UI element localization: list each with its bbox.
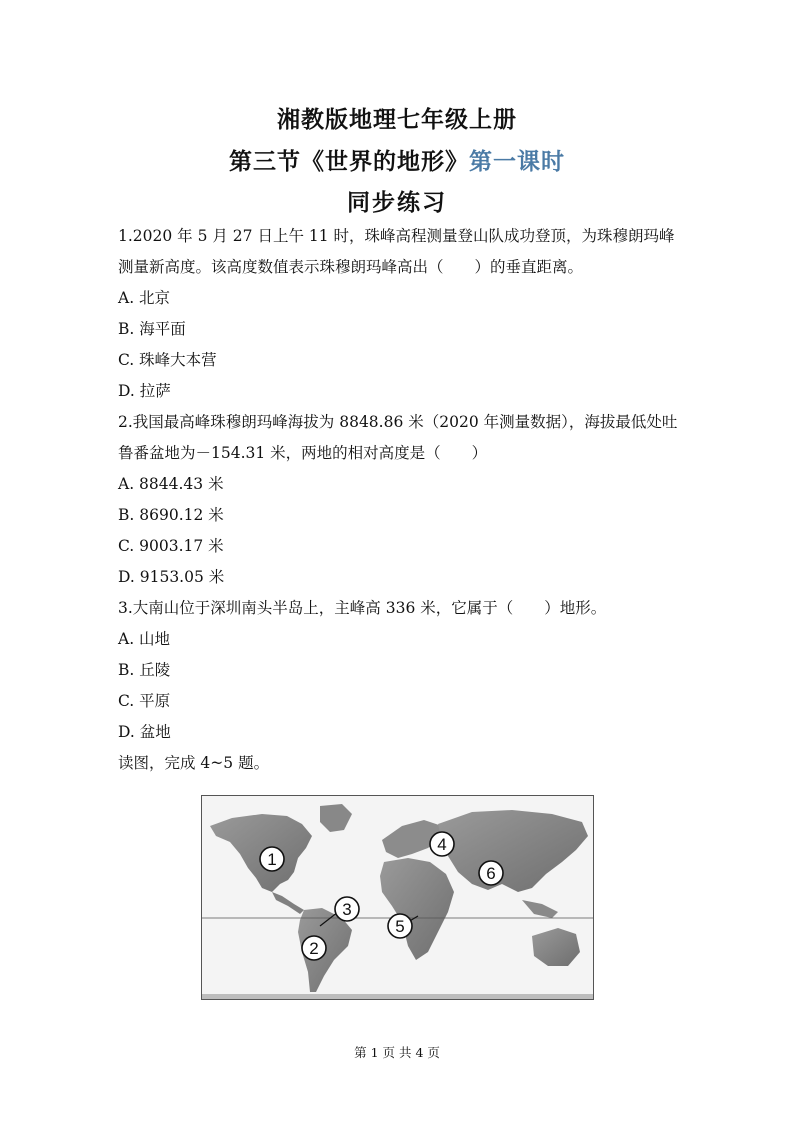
marker-3-label: 3	[342, 900, 352, 919]
question-2-line-2: 鲁番盆地为－154.31 米，两地的相对高度是（ ）	[118, 444, 488, 462]
question-3-option-b: B. 丘陵	[118, 661, 171, 679]
question-2-option-c: C. 9003.17 米	[118, 537, 224, 555]
question-1-option-c: C. 珠峰大本营	[118, 351, 217, 369]
marker-1-label: 1	[267, 850, 277, 869]
question-2	[118, 407, 688, 593]
marker-2	[302, 936, 326, 960]
question-2-option-b: B. 8690.12 米	[118, 506, 224, 524]
lesson-title-highlight: 第一课时	[469, 148, 565, 175]
question-1-line-2: 测量新高度。该高度数值表示珠穆朗玛峰高出（ ）的垂直距离。	[118, 258, 584, 276]
antarctica-edge	[202, 994, 593, 999]
question-3-option-c: C. 平原	[118, 692, 171, 710]
lesson-title-main: 第三节《世界的地形》	[229, 148, 469, 175]
question-3	[118, 593, 688, 748]
question-1-option-d: D. 拉萨	[118, 382, 171, 400]
marker-2-label: 2	[309, 939, 319, 958]
marker-5-label: 5	[395, 917, 405, 936]
question-3-option-a: A. 山地	[118, 630, 171, 648]
question-2-option-d: D. 9153.05 米	[118, 568, 225, 586]
question-3-line-1: 3.大南山位于深圳南头半岛上，主峰高 336 米，它属于（ ）地形。	[118, 599, 607, 617]
question-1-line-1: 1.2020 年 5 月 27 日上午 11 时，珠峰高程测量登山队成功登顶，为珠穆朗玛峰	[118, 227, 675, 245]
marker-3	[335, 897, 359, 921]
question-list	[118, 221, 688, 779]
question-1-option-b: B. 海平面	[118, 320, 186, 338]
marker-1	[260, 847, 284, 871]
marker-6	[479, 861, 503, 885]
page-footer: 第 1 页 共 4 页	[354, 1045, 440, 1060]
question-1	[118, 221, 688, 407]
world-relief-map	[201, 795, 594, 1000]
document-title: 湘教版地理七年级上册	[277, 106, 517, 133]
exercise-heading: 同步练习	[347, 189, 447, 216]
question-1-option-a: A. 北京	[118, 289, 171, 307]
lesson-title	[0, 143, 794, 176]
question-3-option-d: D. 盆地	[118, 723, 171, 741]
marker-4	[430, 832, 454, 856]
world-map-graphic	[202, 796, 593, 999]
marker-4-label: 4	[437, 835, 447, 854]
question-2-option-a: A. 8844.43 米	[118, 475, 224, 493]
marker-5	[388, 914, 412, 938]
question-2-line-1: 2.我国最高峰珠穆朗玛峰海拔为 8848.86 米（2020 年测量数据），海拔最低处吐	[118, 413, 678, 431]
marker-6-label: 6	[486, 864, 496, 883]
map-instruction: 读图，完成 4~5 题。	[118, 754, 270, 772]
